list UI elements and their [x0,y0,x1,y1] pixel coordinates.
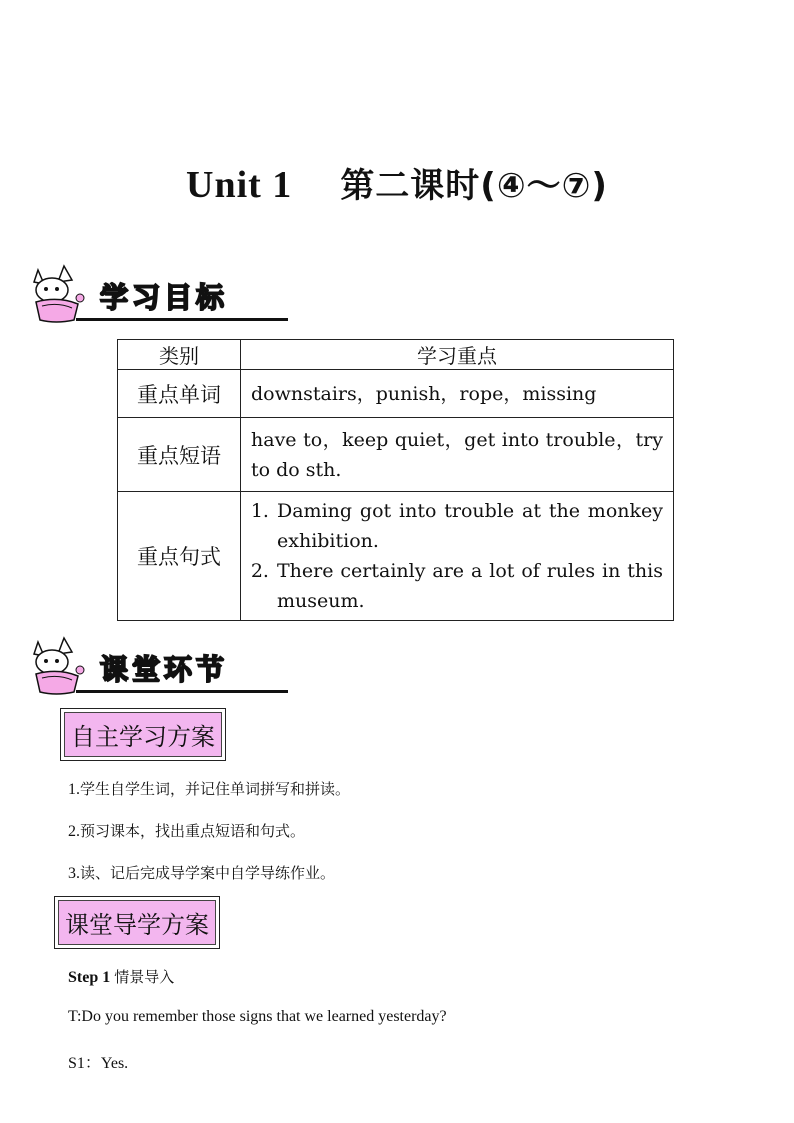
table-row [118,370,674,418]
list-item: 2. There certainly are a lot of rules in this museum. [275,556,663,616]
section-underline [76,318,288,321]
table-header-focus: 学习重点 [241,340,674,370]
item-number: 3. [68,865,80,882]
row-category: 重点单词 [118,370,241,418]
list-item [68,778,350,799]
step-number: Step 1 [68,969,111,986]
list-item: 1. Daming got into trouble at the monkey exhibition. [275,496,663,556]
unit-label: Unit 1 [186,164,293,206]
self-study-label: 自主学习方案 [64,712,222,757]
page-title [0,158,794,207]
dialogue-line: T:Do you remember those signs that we learned yesterday? [68,1008,447,1025]
step-heading [68,966,174,987]
item-number: 1. [68,781,80,798]
cat-mascot-icon [28,262,98,324]
table-header-category: 类别 [118,340,241,370]
section-head-goals [28,262,268,332]
self-study-box [60,708,226,761]
section-title-classroom: 课堂环节 [100,653,229,686]
item-text: 预习课本，找出重点短语和句式。 [80,822,306,840]
step-title: 情景导入 [114,968,175,986]
section-underline [76,690,288,693]
row-category: 重点短语 [118,418,241,492]
dialogue-line: S1：Yes. [68,1055,129,1072]
list-item [68,862,335,883]
class-guide-label: 课堂导学方案 [58,900,216,945]
sentence-list [251,496,663,616]
table-header-row [118,340,674,370]
section-title-goals: 学习目标 [100,281,229,314]
row-content: have to，keep quiet，get into trouble，try to do sth. [241,418,674,492]
row-category: 重点句式 [118,492,241,621]
lesson-label: 第二课时(④～⑦) [340,166,608,206]
class-guide-box [54,896,220,949]
cat-mascot-icon [28,634,98,696]
list-item [68,820,305,841]
section-head-classroom [28,634,268,704]
goals-table [117,339,674,621]
item-number: 2. [68,823,80,840]
item-text: 读、记后完成导学案中自学导练作业。 [80,864,336,882]
row-content [241,492,674,621]
table-row [118,418,674,492]
item-text: 学生自学生词，并记住单词拼写和拼读。 [80,780,351,798]
table-row [118,492,674,621]
row-content: downstairs，punish，rope，missing [241,370,674,418]
